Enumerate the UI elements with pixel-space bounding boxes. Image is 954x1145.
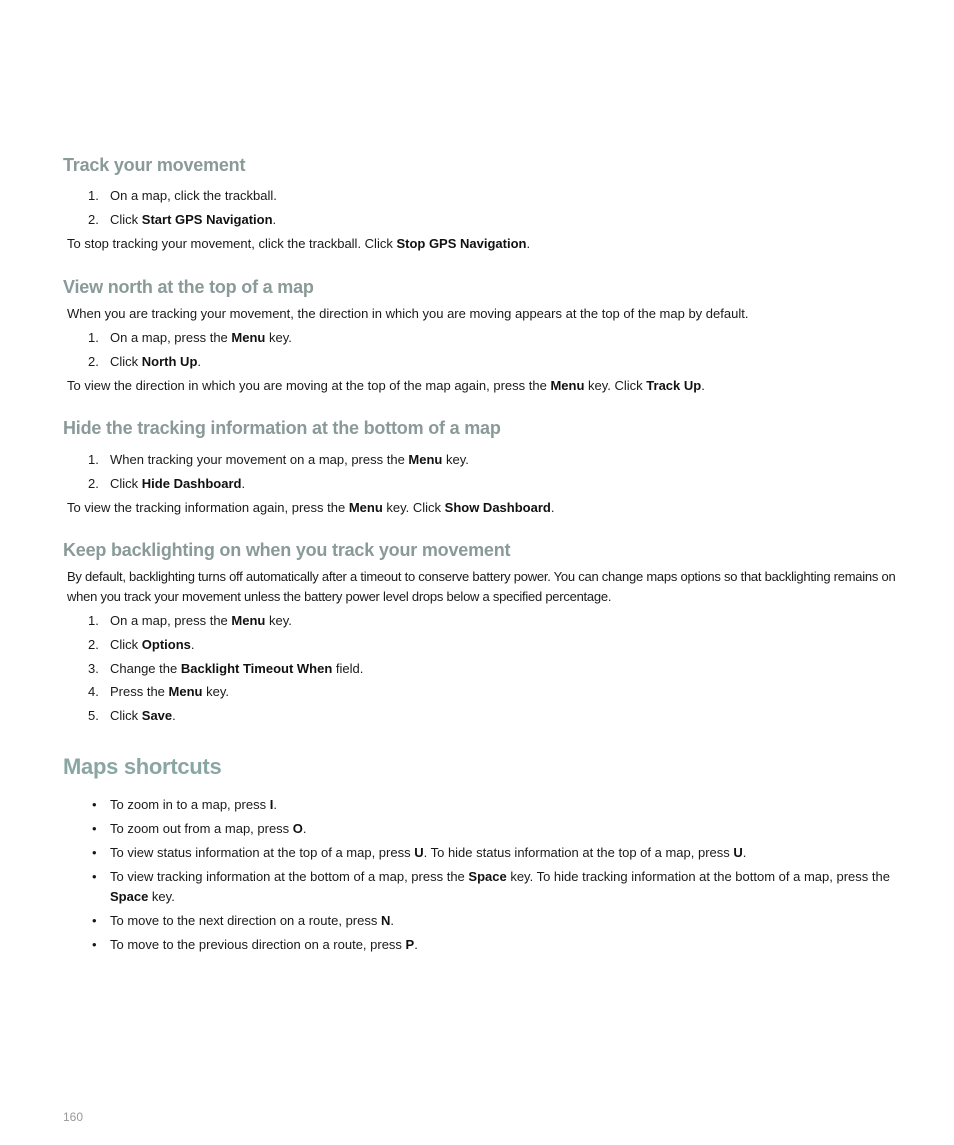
step-text-plain: Click — [110, 212, 142, 227]
bullet-plain: . — [390, 913, 394, 928]
paragraph-text: . — [550, 500, 555, 515]
bullet-plain: . — [414, 937, 418, 952]
step-text-bold: Start GPS Navigation — [141, 212, 273, 227]
step-text-bold: Hide Dashboard — [141, 476, 242, 491]
bullet-text — [110, 935, 900, 955]
step-text — [110, 611, 292, 631]
paragraph-text: To view the direction in which you are moving at the top of the map again, press the — [67, 378, 551, 393]
step-text — [110, 328, 292, 348]
step-text-bold: Menu — [408, 452, 443, 467]
heading-view-north: View north at the top of a map — [63, 277, 314, 297]
heading-keep-backlighting: Keep backlighting on when you track your movement — [63, 540, 511, 560]
paragraph-bold: Track Up — [646, 378, 702, 393]
bullet-plain: To view status information at the top of a map, press — [110, 845, 415, 860]
bullet-plain: To zoom in to a map, press — [110, 797, 270, 812]
bullet-icon: • — [92, 937, 97, 952]
step-text-plain: . — [272, 212, 277, 227]
step-text-bold: Backlight Timeout When — [180, 661, 333, 676]
step-text-plain: Press the — [110, 684, 169, 699]
step-number: 2. — [88, 476, 99, 491]
bullet-bold: U — [414, 845, 424, 860]
bullet-plain: key. To hide tracking information at the bottom of a map, press the — [506, 869, 890, 884]
paragraph-bold: Stop GPS Navigation — [396, 236, 527, 251]
page-number: 160 — [63, 1110, 84, 1124]
step-text — [110, 635, 195, 655]
bullet-bold: I — [269, 797, 274, 812]
bullet-icon: • — [92, 845, 97, 860]
step-text-plain: On a map, click the trackball. — [110, 188, 277, 203]
step-text-plain: Click — [110, 708, 142, 723]
bullet-icon: • — [92, 797, 97, 812]
paragraph: By default, backlighting turns off automatically after a timeout to conserve battery power. You can change maps options so that backlighting remains on when you track your movement unless the battery power level drops below a specified percentage. — [67, 569, 896, 604]
step-text-plain: Change the — [110, 661, 181, 676]
step-text-bold: Menu — [231, 330, 266, 345]
bullet-icon: • — [92, 913, 97, 928]
step-text-plain: Click — [110, 637, 142, 652]
paragraph: When you are tracking your movement, the direction in which you are moving appears at the top of the map by default. — [67, 306, 749, 321]
step-text — [110, 186, 277, 206]
paragraph-bold: Menu — [348, 500, 383, 515]
bullet-plain: . — [273, 797, 277, 812]
step-text-plain: . — [241, 476, 246, 491]
step-number: 2. — [88, 212, 99, 227]
step-text — [110, 352, 201, 372]
step-text — [110, 706, 176, 726]
step-number: 1. — [88, 613, 99, 628]
step-text-bold: Save — [141, 708, 173, 723]
step-text-plain: When tracking your movement on a map, press the — [110, 452, 409, 467]
heading-hide-tracking: Hide the tracking information at the bottom of a map — [63, 418, 501, 438]
bullet-bold: U — [733, 845, 743, 860]
bullet-plain: . — [742, 845, 747, 860]
paragraph-bold: Show Dashboard — [444, 500, 551, 515]
step-text-plain: key. — [265, 613, 292, 628]
paragraph — [67, 376, 705, 396]
step-text-bold: Menu — [168, 684, 203, 699]
step-number: 5. — [88, 708, 99, 723]
step-number: 3. — [88, 661, 99, 676]
paragraph-text: . — [701, 378, 705, 393]
step-number: 1. — [88, 330, 99, 345]
bullet-text — [110, 819, 900, 839]
bullet-text — [110, 795, 900, 815]
step-text-plain: . — [197, 354, 202, 369]
step-number: 1. — [88, 188, 99, 203]
step-text — [110, 474, 245, 494]
heading-track-your-movement: Track your movement — [63, 155, 246, 175]
heading-maps-shortcuts: Maps shortcuts — [63, 754, 222, 779]
step-text-plain: field. — [332, 661, 364, 676]
bullet-bold: N — [380, 913, 391, 928]
step-text-plain: key. — [202, 684, 229, 699]
step-number: 2. — [88, 354, 99, 369]
bullet-text — [110, 911, 900, 931]
bullet-bold: Space — [110, 889, 149, 904]
step-text — [110, 659, 363, 679]
bullet-icon: • — [92, 821, 97, 836]
step-number: 2. — [88, 637, 99, 652]
step-text-bold: North Up — [141, 354, 198, 369]
paragraph — [67, 498, 554, 518]
paragraph — [67, 234, 530, 254]
step-text-plain: On a map, press the — [110, 330, 232, 345]
step-text — [110, 682, 229, 702]
step-number: 1. — [88, 452, 99, 467]
bullet-text — [110, 867, 890, 907]
bullet-icon: • — [92, 869, 97, 884]
step-text-bold: Options — [141, 637, 191, 652]
step-text-plain: On a map, press the — [110, 613, 232, 628]
step-text — [110, 210, 276, 230]
paragraph-text: . — [526, 236, 531, 251]
step-text — [110, 450, 469, 470]
paragraph-text: key. Click — [382, 500, 445, 515]
step-text-plain: . — [190, 637, 195, 652]
step-text-plain: Click — [110, 354, 142, 369]
step-text-plain: Click — [110, 476, 142, 491]
paragraph-text: key. Click — [584, 378, 647, 393]
step-number: 4. — [88, 684, 99, 699]
bullet-plain: . — [302, 821, 307, 836]
bullet-text — [110, 843, 900, 863]
step-text-plain: . — [172, 708, 176, 723]
bullet-plain: To zoom out from a map, press — [110, 821, 293, 836]
step-text-bold: Menu — [231, 613, 266, 628]
paragraph-text: To stop tracking your movement, click the trackball. Click — [67, 236, 397, 251]
step-text-plain: key. — [442, 452, 469, 467]
bullet-bold: O — [292, 821, 303, 836]
bullet-bold: P — [405, 937, 415, 952]
bullet-plain: To view tracking information at the bottom of a map, press the — [110, 869, 469, 884]
bullet-plain: To move to the next direction on a route, press — [110, 913, 381, 928]
bullet-plain: . To hide status information at the top of a map, press — [423, 845, 734, 860]
step-text-plain: key. — [265, 330, 292, 345]
bullet-plain: To move to the previous direction on a route, press — [110, 937, 406, 952]
bullet-bold: Space — [468, 869, 507, 884]
bullet-plain: key. — [148, 889, 175, 904]
paragraph-text: To view the tracking information again, press the — [67, 500, 349, 515]
paragraph-bold: Menu — [550, 378, 585, 393]
